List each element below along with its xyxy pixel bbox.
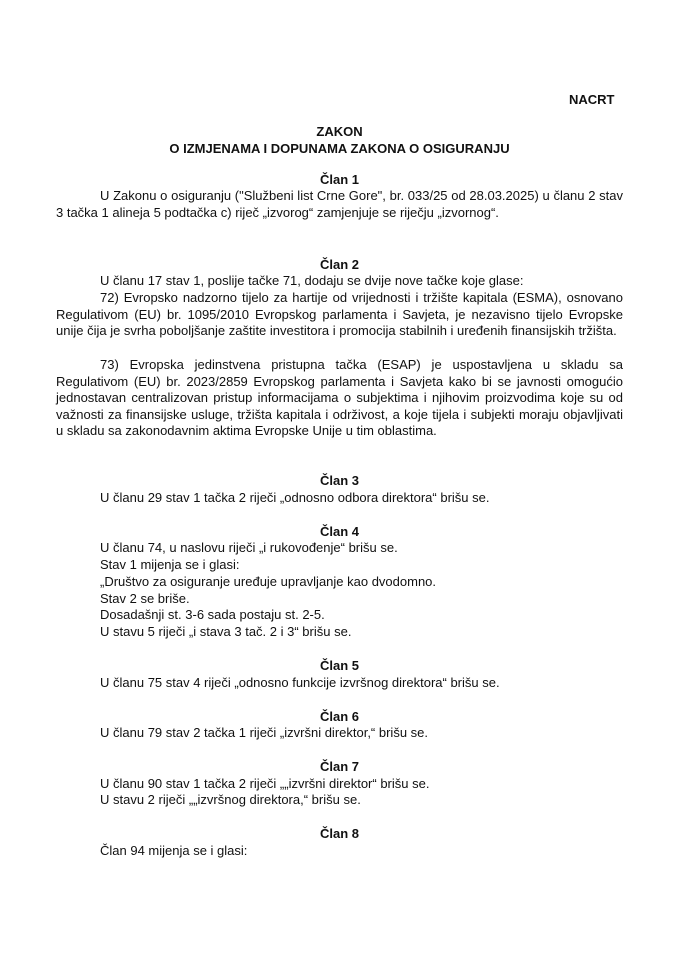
article-6-heading: Član 6 <box>319 709 359 724</box>
article-4-line-4: Stav 2 se briše. <box>100 591 190 606</box>
article-5-heading: Član 5 <box>319 658 359 673</box>
article-4-line-3: „Društvo za osiguranje uređuje upravljanje kao dvodomno. <box>100 574 437 589</box>
article-7-line-1: U članu 90 stav 1 tačka 2 riječi „„izvršni direktor“ brišu se. <box>100 776 430 791</box>
article-8-text: Član 94 mijenja se i glasi: <box>100 843 248 858</box>
law-subtitle: O IZMJENAMA I DOPUNAMA ZAKONA O OSIGURANJU <box>169 141 510 156</box>
article-3-heading: Član 3 <box>319 473 359 488</box>
article-7-heading: Član 7 <box>319 759 359 774</box>
article-7-line-2: U stavu 2 riječi „„izvršnog direktora,“ brišu se. <box>100 792 361 807</box>
article-4-line-5: Dosadašnji st. 3-6 sada postaju st. 2-5. <box>100 607 325 622</box>
article-4-heading: Član 4 <box>319 524 359 539</box>
article-5-text: U članu 75 stav 4 riječi „odnosno funkcije izvršnog direktora“ brišu se. <box>100 675 500 690</box>
article-2-intro: U članu 17 stav 1, poslije tačke 71, dodaju se dvije nove tačke koje glase: <box>100 273 524 288</box>
article-2-point-73: 73) Evropska jedinstvena pristupna tačka (ESAP) je uspostavljena u skladu sa Regulativom (EU) br. 2023/2859 Evropskog parlamenta i Savjeta kako bi se javnosti omogućio jednostavan centralizovan pristup informacijama o subjektima i njihovim proizvodima koje su od važnosti za finansijske usluge, tržišta kapitala i održivost, a koje tijela i subjekti moraju objavljivati u skladu sa zakonodavnim aktima Evropske Unije u tim oblastima. <box>56 357 623 438</box>
article-4-line-6: U stavu 5 riječi „i stava 3 tač. 2 i 3“ brišu se. <box>100 624 352 639</box>
article-8-heading: Član 8 <box>319 826 359 841</box>
article-4-line-2: Stav 1 mijenja se i glasi: <box>100 557 240 572</box>
article-1-heading: Član 1 <box>319 172 359 187</box>
article-2-point-72: 72) Evropsko nadzorno tijelo za hartije od vrijednosti i tržište kapitala (ESMA), osnovano Regulativom (EU) br. 1095/2010 Evropskog parlamenta i Savjeta, je nezavisno tijelo Evropske unije čija je svrha poboljšanje zaštite investitora i promocija stabilnih i uređenih finansijskih tržišta. <box>56 290 623 338</box>
article-1-text: U Zakonu o osiguranju ("Službeni list Crne Gore", br. 033/25 od 28.03.2025) u članu 2 stav 3 tačka 1 alineja 5 podtačka c) riječ „izvorog“ zamjenjuje se riječju „izvornog“. <box>56 188 623 220</box>
article-2-heading: Član 2 <box>319 257 359 272</box>
draft-label: NACRT <box>569 92 615 107</box>
law-title: ZAKON <box>316 124 363 139</box>
article-3-text: U članu 29 stav 1 tačka 2 riječi „odnosno odbora direktora“ brišu se. <box>100 490 490 505</box>
article-4-line-1: U članu 74, u naslovu riječi „i rukovođenje“ brišu se. <box>100 540 398 555</box>
article-6-text: U članu 79 stav 2 tačka 1 riječi „izvršni direktor,“ brišu se. <box>100 725 429 740</box>
